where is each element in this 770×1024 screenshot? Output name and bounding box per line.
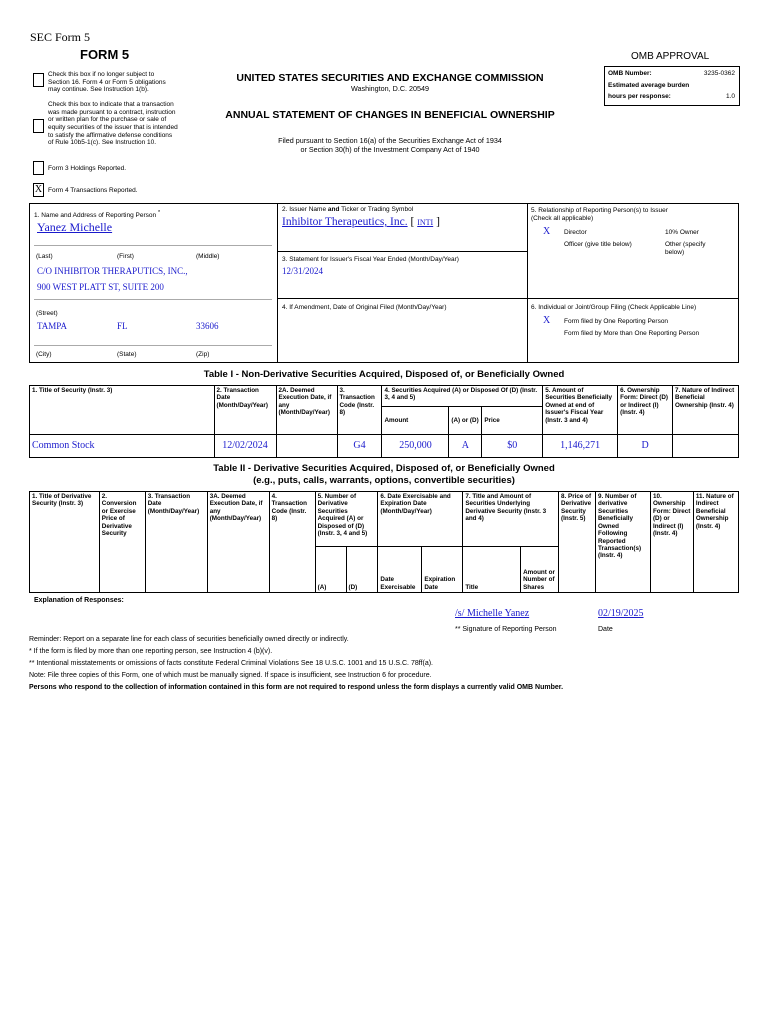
t1-h-price: Price: [482, 406, 543, 435]
t2-h-expiration: Expiration Date: [422, 547, 463, 593]
issuer-name-link[interactable]: Inhibitor Therapeutics, Inc.: [282, 216, 408, 228]
t2-h-title: 1. Title of Derivative Security (Instr. 3): [30, 492, 100, 593]
form4-label: Form 4 Transactions Reported.: [48, 187, 138, 194]
rule-10b5-checkbox[interactable]: [33, 119, 44, 133]
ticker-link[interactable]: INTI: [417, 218, 434, 227]
state-value: FL: [117, 321, 128, 331]
street-label: (Street): [36, 310, 58, 317]
t2-h-nature: 11. Nature of Indirect Beneficial Ownership (Instr. 4): [693, 492, 738, 593]
t2-h-underlying: 7. Title and Amount of Securities Underlying Derivative Security (Instr. 3 and 4): [463, 492, 559, 547]
city-label: (City): [36, 351, 52, 358]
t2-h-a: (A): [315, 547, 346, 593]
omb-heading: OMB APPROVAL: [631, 51, 710, 62]
omb-number-value: 3235-0362: [703, 70, 735, 77]
t2-h-exercisable: 6. Date Exercisable and Expiration Date (Month/Day/Year): [378, 492, 463, 547]
box5-sublabel: (Check all applicable): [531, 215, 594, 222]
reminder-note: Reminder: Report on a separate line for each class of securities beneficially owned directly or indirectly.: [29, 636, 349, 643]
t1-h-owned: 5. Amount of Securities Beneficially Owned at end of Issuer's Fiscal Year (Instr. 3 and 4): [543, 386, 618, 435]
form-title: FORM 5: [80, 47, 130, 62]
t2-h-under-amount: Amount or Number of Shares: [521, 547, 559, 593]
t1-h-form: 6. Ownership Form: Direct (D) or Indirect (I) (Instr. 4): [618, 386, 673, 435]
box1-label: 1. Name and Address of Reporting Person *: [34, 210, 161, 220]
omb-hours-label: hours per response:: [608, 93, 671, 100]
t1-owned: 1,146,271: [543, 435, 618, 458]
t1-transaction-date: 12/02/2024: [214, 435, 276, 458]
box4-label: 4. If Amendment, Date of Original Filed (Month/Day/Year): [282, 304, 447, 311]
fiscal-year-end: 12/31/2024: [282, 266, 324, 276]
t1-security-title: Common Stock: [30, 435, 215, 458]
form3-checkbox[interactable]: [33, 161, 44, 175]
footnote-3: Note: File three copies of this Form, one of which must be manually signed. If space is insufficient, see Instruction 6 for procedure.: [29, 672, 432, 679]
one-person-mark[interactable]: X: [543, 315, 551, 326]
t1-h-securities: 4. Securities Acquired (A) or Disposed Of (D) (Instr. 3, 4 and 5): [382, 386, 543, 407]
t2-h-number: 5. Number of Derivative Securities Acquired (A) or Disposed of (D) (Instr. 3, 4 and 5): [315, 492, 378, 547]
no-longer-subject-checkbox[interactable]: [33, 73, 44, 87]
t1-price: $0: [482, 435, 543, 458]
table-row: [30, 435, 739, 458]
address-line-2: 900 WEST PLATT ST, SUITE 200: [37, 282, 164, 292]
t2-h-conversion: 2. Conversion or Exercise Price of Derivative Security: [99, 492, 145, 593]
no-longer-subject-text: Check this box if no longer subject to Section 16. Form 4 or Form 5 obligations may continue. See Instruction 1(b).: [48, 71, 166, 94]
table1: [29, 385, 739, 458]
t1-h-ad: (A) or (D): [449, 406, 482, 435]
director-mark[interactable]: X: [543, 226, 551, 237]
t1-h-date: 2. Transaction Date (Month/Day/Year): [214, 386, 276, 435]
t1-code: G4: [337, 435, 382, 458]
table2-subtitle: (e.g., puts, calls, warrants, options, convertible securities): [253, 475, 515, 486]
t1-deemed-date: [276, 435, 337, 458]
more-persons-label: Form filed by More than One Reporting Person: [564, 330, 700, 337]
explanation-label: Explanation of Responses:: [34, 597, 124, 604]
address-line-1: C/O INHIBITOR THERAPUTICS, INC.,: [37, 266, 188, 276]
table2: [29, 491, 739, 593]
t1-amount: 250,000: [382, 435, 449, 458]
omb-burden-label: Estimated average burden: [608, 82, 690, 89]
t2-h-date-exercisable: Date Exercisable: [378, 547, 422, 593]
page-header: SEC Form 5: [30, 30, 91, 44]
agency-title: UNITED STATES SECURITIES AND EXCHANGE COMMISSION: [236, 72, 544, 84]
table2-title: Table II - Derivative Securities Acquired, Disposed of, or Beneficially Owned: [213, 463, 555, 474]
filed-line-1: Filed pursuant to Section 16(a) of the Securities Exchange Act of 1934: [278, 136, 502, 145]
form4-checkbox[interactable]: X: [34, 184, 43, 195]
omb-box: [604, 66, 740, 106]
footnote-1: * If the form is filed by more than one reporting person, see Instruction 4 (b)(v).: [29, 648, 273, 655]
zip-label: (Zip): [196, 351, 210, 358]
t2-h-derivative-owned: 9. Number of derivative Securities Beneficially Owned Following Reported Transaction(s) (Instr. 4): [596, 492, 651, 593]
persons-note: Persons who respond to the collection of information contained in this form are not required to respond unless the form displays a currently valid OMB Number.: [29, 684, 564, 691]
box3-label: 3. Statement for Issuer's Fiscal Year Ended (Month/Day/Year): [282, 256, 459, 263]
box2-label: 2. Issuer Name and Ticker or Trading Symbol: [282, 206, 414, 213]
issuer-line: Inhibitor Therapeutics, Inc. [ INTI ]: [282, 216, 440, 228]
t1-ad: A: [449, 435, 482, 458]
state-label: (State): [117, 351, 137, 358]
t1-ownership-form: D: [618, 435, 673, 458]
t1-nature: [673, 435, 739, 458]
t2-h-under-title: Title: [463, 547, 521, 593]
reporting-person-name[interactable]: Yanez Michelle: [37, 220, 113, 234]
first-label: (First): [117, 253, 134, 260]
footnote-2: ** Intentional misstatements or omissions of facts constitute Federal Criminal Violations See 18 U.S.C. 1001 and 15 U.S.C. 78ff(a).: [29, 660, 433, 667]
t1-h-title: 1. Title of Security (Instr. 3): [30, 386, 215, 435]
date-label: Date: [598, 626, 613, 633]
one-person-label: Form filed by One Reporting Person: [564, 318, 669, 325]
director-label: Director: [564, 229, 587, 236]
t1-h-amount: Amount: [382, 406, 449, 435]
officer-label: Officer (give title below): [564, 241, 632, 248]
omb-number-label: OMB Number:: [608, 70, 652, 77]
t1-h-code: 3. Transaction Code (Instr. 8): [337, 386, 382, 435]
filed-line-2: or Section 30(h) of the Investment Company Act of 1940: [300, 145, 480, 154]
t2-h-form: 10. Ownership Form: Direct (D) or Indirect (I) (Instr. 4): [650, 492, 693, 593]
omb-hours-value: 1.0: [725, 93, 735, 100]
box6-label: 6. Individual or Joint/Group Filing (Check Applicable Line): [531, 304, 697, 311]
t1-h-deemed: 2A. Deemed Execution Date, if any (Month/Day/Year): [276, 386, 337, 435]
box5-label: 5. Relationship of Reporting Person(s) to Issuer: [531, 207, 668, 214]
signature-label: ** Signature of Reporting Person: [455, 626, 557, 633]
other-label: Other (specify below): [665, 241, 706, 256]
last-label: (Last): [36, 253, 53, 260]
t1-h-nature: 7. Nature of Indirect Beneficial Ownership (Instr. 4): [673, 386, 739, 435]
signature[interactable]: /s/ Michelle Yanez: [455, 608, 530, 619]
t2-h-code: 4. Transaction Code (Instr. 8): [269, 492, 315, 593]
t2-h-deemed: 3A. Deemed Execution Date, if any (Month/Day/Year): [207, 492, 269, 593]
form3-label: Form 3 Holdings Reported.: [48, 165, 127, 172]
zip-value: 33606: [196, 321, 219, 331]
t2-h-d: (D): [346, 547, 378, 593]
agency-address: Washington, D.C. 20549: [350, 84, 430, 93]
signature-date[interactable]: 02/19/2025: [598, 608, 644, 619]
t2-h-price: 8. Price of Derivative Security (Instr. 5): [559, 492, 596, 593]
table1-title: Table I - Non-Derivative Securities Acquired, Disposed of, or Beneficially Owned: [203, 369, 565, 380]
t2-h-date: 3. Transaction Date (Month/Day/Year): [145, 492, 207, 593]
statement-title: ANNUAL STATEMENT OF CHANGES IN BENEFICIAL OWNERSHIP: [225, 109, 555, 121]
middle-label: (Middle): [196, 253, 220, 260]
rule-10b5-text: Check this box to indicate that a transaction was made pursuant to a contract, instruction or written plan for the purchase or sale of equity securities of the issuer that is intended to satisfy the affirmative defense conditions of Rule 10b5-1(c). See Instruction 10.: [48, 101, 178, 147]
city-value: TAMPA: [37, 321, 67, 331]
ten-pct-owner-label: 10% Owner: [665, 229, 699, 236]
